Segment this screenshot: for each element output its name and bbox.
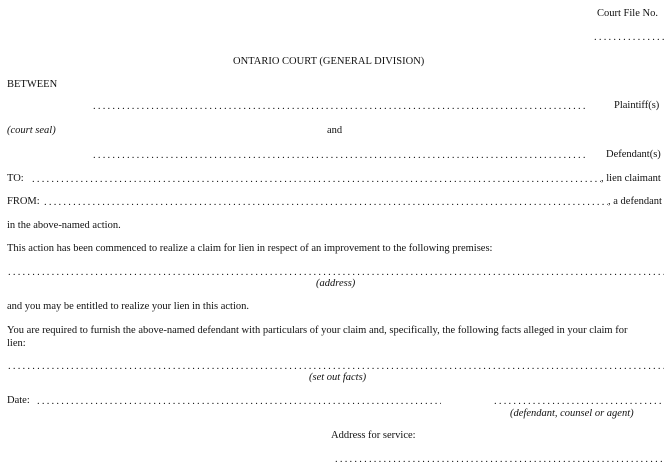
a-defendant-label: , a defendant — [608, 196, 662, 207]
address-label: (address) — [316, 278, 356, 289]
signer-label: (defendant, counsel or agent) — [510, 408, 634, 419]
court-seal-label: (court seal) — [7, 125, 56, 136]
court-name-heading: ONTARIO COURT (GENERAL DIVISION) — [233, 56, 425, 67]
court-file-no-field[interactable] — [594, 33, 664, 45]
plaintiff-label: Plaintiff(s) — [614, 100, 660, 111]
commenced-text: This action has been commenced to realize a claim for lien in respect of an improvement to the following premises: — [7, 243, 493, 254]
and-label: and — [327, 125, 343, 136]
lien-claimant-label: , lien claimant — [601, 173, 661, 184]
required-text-line2: lien: — [7, 338, 26, 349]
between-label: BETWEEN — [7, 79, 58, 90]
required-text-line1: You are required to furnish the above-named defendant with particulars of your claim and, specifically, the following facts alleged in your claim for — [7, 325, 628, 336]
address-for-service-field[interactable] — [335, 455, 664, 467]
defendant-label: Defendant(s) — [606, 149, 661, 160]
defendant-field[interactable] — [93, 151, 585, 163]
to-label: TO: — [7, 173, 24, 184]
entitled-text: and you may be entitled to realize your lien in this action. — [7, 301, 250, 312]
date-field[interactable] — [37, 397, 441, 409]
plaintiff-field[interactable] — [93, 102, 585, 114]
from-label: FROM: — [7, 196, 40, 207]
from-field[interactable] — [44, 198, 608, 210]
court-file-no-label: Court File No. — [597, 8, 658, 19]
set-out-facts-label: (set out facts) — [309, 372, 367, 383]
action-note: in the above-named action. — [7, 220, 121, 231]
to-field[interactable] — [32, 175, 601, 187]
date-label: Date: — [7, 395, 30, 406]
address-for-service-label: Address for service: — [331, 430, 416, 441]
